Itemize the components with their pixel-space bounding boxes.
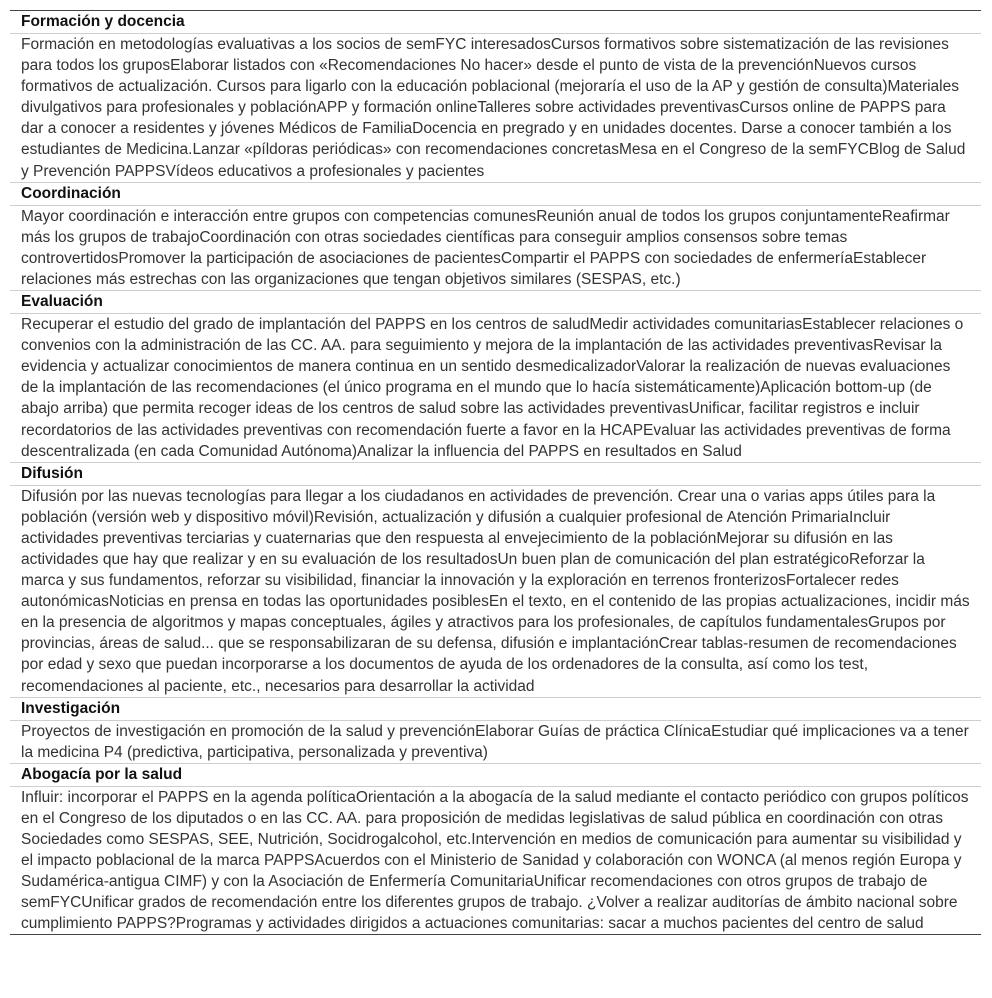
section-body: Mayor coordinación e interacción entre grupos con competencias comunesReunión anual de todos los grupos conjuntamenteReafirmar más los grupos de trabajoCoordinación con otras sociedades científicas para conseguir amplios consensos sobre temas controvertidosPromover la participación de asociaciones de pacientesCompartir el PAPPS con sociedades de enfermeríaEstablecer relaciones más estrechas con las organizaciones que tengan objetivos similares (SESPAS, etc.) (10, 205, 981, 290)
section-heading: Investigación (21, 699, 121, 717)
section-coordinacion (10, 182, 981, 290)
section-heading: Difusión (21, 464, 83, 482)
section-evaluacion (10, 290, 981, 462)
section-body: Proyectos de investigación en promoción de la salud y prevenciónElaborar Guías de práctica ClínicaEstudiar qué implicaciones va a tener la medicina P4 (predictiva, participativa, personalizada y preventiva) (10, 720, 981, 763)
section-difusion (10, 462, 981, 697)
section-heading: Evaluación (21, 293, 103, 311)
section-heading: Formación y docencia (21, 13, 185, 30)
section-heading: Coordinación (21, 184, 121, 202)
section-body: Recuperar el estudio del grado de implantación del PAPPS en los centros de saludMedir actividades comunitariasEstablecer relaciones o convenios con la administración de las CC. AA. para seguimiento y mejora de la implantación de las actividades preventivasRevisar la evidencia y actualizar conocimientos de manera continua en un sentido desmedicalizadorValorar la realización de nuevas evaluaciones de la implantación de las recomendaciones (el único programa en el mundo que lo hacía sistemáticamente)Aplicación bottom-up (de abajo arriba) que permita recoger ideas de los centros de salud sobre las actividades preventivasUnificar, facilitar registros e incluir recordatorios de las actividades preventivas con recomendación fuerte a favor en la HCAPEvaluar las actividades preventivas de forma descentralizada (en cada Comunidad Autónoma)Analizar la influencia del PAPPS en resultados en Salud (10, 313, 981, 462)
section-heading: Abogacía por la salud (21, 765, 183, 783)
section-abogacia-salud (10, 763, 981, 935)
section-investigacion (10, 697, 981, 763)
section-body: Difusión por las nuevas tecnologías para llegar a los ciudadanos en actividades de prevención. Crear una o varias apps útiles para la población (versión web y dispositivo móvil)Revisión, actualización y difusión a cualquier profesional de Atención PrimariaIncluir actividades preventivas terciarias y cuaternarias que den respuesta al envejecimiento de la poblaciónMejorar su difusión en las actividades que hay que realizar y en su evaluación de los resultadosUn buen plan de comunicación del plan estratégicoReforzar la marca y sus fundamentos, reforzar su visibilidad, financiar la innovación y la exploración en terrenos fronterizosFortalecer redes autonómicasNoticias en prensa en todas las oportunidades posiblesEn el texto, en el contenido de las propias actualizaciones, incidir más en la presencia de algoritmos y mapas conceptuales, ágiles y atractivos para los profesionales, de capítulos fundamentalesGrupos por provincias, áreas de salud... que se responsabilizaran de su defensa, difusión e implantaciónCrear tablas-resumen de recomendaciones por edad y sexo que puedan incorporarse a los documentos de ayuda de los ordenadores de la consulta, así como los test, recomendaciones al paciente, etc., necesarios para desarrollar la actividad (10, 485, 981, 697)
section-body: Influir: incorporar el PAPPS en la agenda políticaOrientación a la abogacía de la salud mediante el contacto periódico con grupos políticos en el Congreso de los diputados o en las CC. AA. para proposición de medidas legislativas de salud pública en coordinación con otras Sociedades como SESPAS, SEE, Nutrición, Socidrogalcohol, etc.Intervención en medios de comunicación para aumentar su visibilidad y el impacto poblacional de la marca PAPPSAcuerdos con el Ministerio de Sanidad y colaboración con WONCA (al menos región Europa y Sudamérica-antigua CIMF) y con la Asociación de Enfermería ComunitariaUnificar recomendaciones con otros grupos de trabajo de semFYCUnificar grados de recomendación entre los diferentes grupos de trabajo. ¿Volver a realizar auditorías de ámbito nacional sobre cumplimiento PAPPS?Programas y actividades dirigidos a actuaciones comunitarias: sacar a muchos pacientes del centro de salud (10, 786, 981, 935)
section-body: Formación en metodologías evaluativas a los socios de semFYC interesadosCursos formativos sobre sistematización de las revisiones para todos los gruposElaborar listados con «Recomendaciones No hacer» desde el punto de vista de la prevenciónNuevos cursos formativos de actualización. Cursos para ligarlo con la educación poblacional (mejoraría el uso de la AP y gestión de consulta)Materiales divulgativos para profesionales y poblaciónAPP y formación onlineTalleres sobre actividades preventivasCursos online de PAPPS para dar a conocer a residentes y jóvenes Médicos de FamiliaDocencia en pregrado y en unidades docentes. Darse a conocer también a los estudiantes de Medicina.Lanzar «píldoras periódicas» con recomendaciones concretasMesa en el Congreso de la semFYCBlog de Salud y Prevención PAPPSVídeos educativos a profesionales y pacientes (10, 33, 981, 182)
strategic-lines-table (10, 10, 981, 935)
section-formacion-docencia (10, 11, 981, 182)
